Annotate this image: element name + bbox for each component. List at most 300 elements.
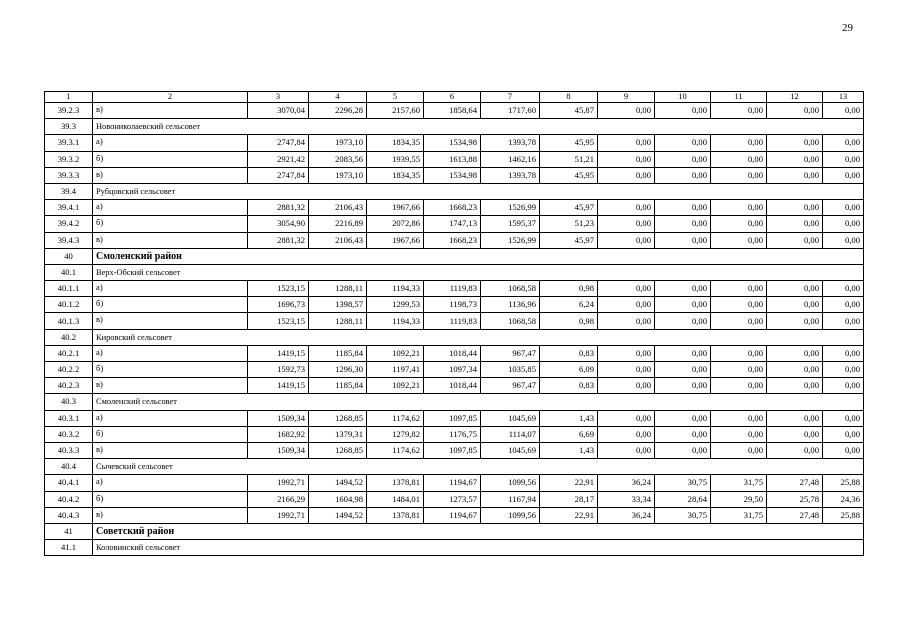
value-cell: 0,00 (711, 200, 767, 216)
row-number: 39.3.1 (45, 135, 93, 151)
value-cell: 1092,21 (367, 345, 424, 361)
value-cell: 967,47 (481, 345, 540, 361)
value-cell: 0,00 (711, 362, 767, 378)
table-row (45, 475, 864, 491)
value-cell: 1398,57 (309, 297, 367, 313)
value-cell: 0,00 (767, 167, 823, 183)
value-cell: 33,34 (598, 491, 655, 507)
value-cell: 27,48 (767, 475, 823, 491)
value-cell: 0,00 (655, 167, 711, 183)
row-number: 40.3.1 (45, 410, 93, 426)
value-cell: 0,00 (598, 378, 655, 394)
row-variant-label: б) (93, 297, 248, 313)
value-cell: 0,00 (598, 345, 655, 361)
value-cell: 30,75 (655, 507, 711, 523)
row-variant-label: в) (93, 167, 248, 183)
value-cell: 36,24 (598, 475, 655, 491)
council-title: Коловинский сельсовет (93, 540, 864, 556)
value-cell: 1462,16 (481, 151, 540, 167)
row-variant-label: в) (93, 378, 248, 394)
value-cell: 0,00 (823, 200, 864, 216)
value-cell: 0,00 (767, 151, 823, 167)
value-cell: 2106,43 (309, 232, 367, 248)
row-variant-label: а) (93, 281, 248, 297)
council-title: Смоленский сельсовет (93, 394, 864, 410)
council-title: Рубцовский сельсовет (93, 183, 864, 199)
value-cell: 0,00 (598, 410, 655, 426)
value-cell: 1523,15 (248, 281, 309, 297)
value-cell: 0,00 (655, 345, 711, 361)
row-number: 40.2.2 (45, 362, 93, 378)
value-cell: 1494,52 (309, 475, 367, 491)
row-variant-label: а) (93, 135, 248, 151)
value-cell: 1097,85 (424, 442, 481, 458)
value-cell: 0,00 (655, 151, 711, 167)
value-cell: 28,64 (655, 491, 711, 507)
table-row (45, 426, 864, 442)
value-cell: 1268,85 (309, 410, 367, 426)
value-cell: 0,00 (711, 281, 767, 297)
table-row (45, 410, 864, 426)
value-cell: 1494,52 (309, 507, 367, 523)
value-cell: 1393,78 (481, 167, 540, 183)
table-row (45, 297, 864, 313)
page-number: 29 (842, 22, 853, 34)
council-row (45, 329, 864, 345)
value-cell: 1682,92 (248, 426, 309, 442)
value-cell: 0,00 (767, 103, 823, 119)
value-cell: 1194,33 (367, 313, 424, 329)
value-cell: 1378,81 (367, 475, 424, 491)
column-header: 5 (367, 92, 424, 103)
row-number: 40.4 (45, 459, 93, 475)
value-cell: 45,87 (540, 103, 598, 119)
value-cell: 0,00 (655, 378, 711, 394)
council-title: Новониколаевский сельсовет (93, 119, 864, 135)
value-cell: 1018,44 (424, 378, 481, 394)
table-row (45, 200, 864, 216)
value-cell: 1613,88 (424, 151, 481, 167)
value-cell: 25,88 (823, 507, 864, 523)
value-cell: 1114,07 (481, 426, 540, 442)
value-cell: 1509,34 (248, 442, 309, 458)
value-cell: 1992,71 (248, 475, 309, 491)
value-cell: 1967,66 (367, 200, 424, 216)
row-variant-label: а) (93, 475, 248, 491)
value-cell: 1419,15 (248, 378, 309, 394)
value-cell: 0,98 (540, 313, 598, 329)
value-cell: 2296,28 (309, 103, 367, 119)
district-row (45, 523, 864, 539)
value-cell: 25,78 (767, 491, 823, 507)
value-cell: 0,00 (598, 281, 655, 297)
value-cell: 1045,69 (481, 410, 540, 426)
value-cell: 2083,56 (309, 151, 367, 167)
value-cell: 0,00 (823, 345, 864, 361)
value-cell: 0,00 (655, 135, 711, 151)
value-cell: 1939,55 (367, 151, 424, 167)
row-number: 40.1.1 (45, 281, 93, 297)
value-cell: 0,00 (767, 232, 823, 248)
value-cell: 0,00 (711, 167, 767, 183)
table-row (45, 507, 864, 523)
value-cell: 1288,11 (309, 313, 367, 329)
table-row (45, 491, 864, 507)
value-cell: 0,00 (598, 297, 655, 313)
value-cell: 1992,71 (248, 507, 309, 523)
value-cell: 0,00 (823, 151, 864, 167)
row-variant-label: в) (93, 103, 248, 119)
value-cell: 967,47 (481, 378, 540, 394)
value-cell: 0,00 (598, 167, 655, 183)
value-cell: 1194,67 (424, 507, 481, 523)
value-cell: 2881,32 (248, 232, 309, 248)
table-row (45, 151, 864, 167)
value-cell: 0,00 (711, 313, 767, 329)
value-cell: 1288,11 (309, 281, 367, 297)
column-header: 12 (767, 92, 823, 103)
value-cell: 6,09 (540, 362, 598, 378)
column-header: 9 (598, 92, 655, 103)
table-row (45, 103, 864, 119)
table-row (45, 345, 864, 361)
value-cell: 0,00 (711, 410, 767, 426)
value-cell: 1198,73 (424, 297, 481, 313)
row-variant-label: а) (93, 200, 248, 216)
value-cell: 22,91 (540, 507, 598, 523)
value-cell: 1194,33 (367, 281, 424, 297)
table-row (45, 135, 864, 151)
value-cell: 1967,66 (367, 232, 424, 248)
value-cell: 0,00 (767, 313, 823, 329)
council-row (45, 183, 864, 199)
value-cell: 0,00 (598, 200, 655, 216)
value-cell: 0,00 (823, 216, 864, 232)
value-cell: 0,00 (711, 135, 767, 151)
value-cell: 0,00 (711, 103, 767, 119)
value-cell: 2881,32 (248, 200, 309, 216)
value-cell: 1176,75 (424, 426, 481, 442)
value-cell: 0,00 (711, 378, 767, 394)
table-row (45, 281, 864, 297)
value-cell: 2072,86 (367, 216, 424, 232)
value-cell: 30,75 (655, 475, 711, 491)
table-row (45, 313, 864, 329)
value-cell: 0,00 (598, 216, 655, 232)
value-cell: 45,97 (540, 200, 598, 216)
value-cell: 29,50 (711, 491, 767, 507)
column-header: 4 (309, 92, 367, 103)
value-cell: 1268,85 (309, 442, 367, 458)
value-cell: 1097,85 (424, 410, 481, 426)
value-cell: 2166,29 (248, 491, 309, 507)
value-cell: 0,00 (767, 135, 823, 151)
row-number: 39.3.2 (45, 151, 93, 167)
value-cell: 0,00 (711, 426, 767, 442)
row-variant-label: б) (93, 216, 248, 232)
row-number: 39.2.3 (45, 103, 93, 119)
value-cell: 0,83 (540, 345, 598, 361)
value-cell: 1092,21 (367, 378, 424, 394)
value-cell: 0,00 (711, 216, 767, 232)
column-header: 6 (424, 92, 481, 103)
value-cell: 0,00 (711, 151, 767, 167)
row-variant-label: в) (93, 442, 248, 458)
value-cell: 0,00 (823, 313, 864, 329)
value-cell: 0,83 (540, 378, 598, 394)
row-variant-label: в) (93, 313, 248, 329)
value-cell: 0,00 (767, 345, 823, 361)
value-cell: 0,00 (598, 362, 655, 378)
value-cell: 1534,98 (424, 135, 481, 151)
row-variant-label: а) (93, 410, 248, 426)
value-cell: 0,00 (711, 297, 767, 313)
value-cell: 1045,69 (481, 442, 540, 458)
value-cell: 1167,94 (481, 491, 540, 507)
row-number: 39.4 (45, 183, 93, 199)
value-cell: 1136,96 (481, 297, 540, 313)
value-cell: 24,36 (823, 491, 864, 507)
value-cell: 36,24 (598, 507, 655, 523)
value-cell: 0,00 (823, 378, 864, 394)
table-row (45, 167, 864, 183)
value-cell: 28,17 (540, 491, 598, 507)
row-number: 39.3 (45, 119, 93, 135)
value-cell: 0,00 (823, 297, 864, 313)
value-cell: 0,00 (655, 426, 711, 442)
value-cell: 0,00 (655, 103, 711, 119)
value-cell: 0,00 (767, 216, 823, 232)
table-row (45, 378, 864, 394)
council-row (45, 540, 864, 556)
value-cell: 0,00 (655, 442, 711, 458)
row-number: 40.4.1 (45, 475, 93, 491)
value-cell: 1393,78 (481, 135, 540, 151)
table-body (45, 92, 864, 556)
row-number: 39.3.3 (45, 167, 93, 183)
value-cell: 0,00 (598, 313, 655, 329)
value-cell: 2106,43 (309, 200, 367, 216)
value-cell: 0,00 (767, 378, 823, 394)
value-cell: 1534,98 (424, 167, 481, 183)
value-cell: 0,00 (598, 135, 655, 151)
value-cell: 0,00 (767, 297, 823, 313)
value-cell: 1185,84 (309, 378, 367, 394)
value-cell: 1592,73 (248, 362, 309, 378)
value-cell: 0,00 (767, 410, 823, 426)
value-cell: 1068,58 (481, 313, 540, 329)
row-number: 40.2.1 (45, 345, 93, 361)
value-cell: 0,00 (823, 410, 864, 426)
value-cell: 1,43 (540, 410, 598, 426)
value-cell: 1097,34 (424, 362, 481, 378)
row-variant-label: б) (93, 362, 248, 378)
row-number: 41 (45, 523, 93, 539)
row-number: 40.4.3 (45, 507, 93, 523)
value-cell: 1419,15 (248, 345, 309, 361)
row-number: 40.3.3 (45, 442, 93, 458)
value-cell: 1523,15 (248, 313, 309, 329)
value-cell: 2747,84 (248, 135, 309, 151)
council-row (45, 459, 864, 475)
value-cell: 1378,81 (367, 507, 424, 523)
value-cell: 0,00 (823, 232, 864, 248)
value-cell: 1068,58 (481, 281, 540, 297)
value-cell: 51,21 (540, 151, 598, 167)
value-cell: 0,00 (655, 410, 711, 426)
value-cell: 0,00 (711, 442, 767, 458)
value-cell: 0,00 (823, 442, 864, 458)
row-variant-label: в) (93, 507, 248, 523)
column-header: 11 (711, 92, 767, 103)
value-cell: 45,95 (540, 167, 598, 183)
council-row (45, 119, 864, 135)
value-cell: 0,00 (598, 151, 655, 167)
value-cell: 2747,84 (248, 167, 309, 183)
value-cell: 1174,62 (367, 410, 424, 426)
value-cell: 1484,01 (367, 491, 424, 507)
value-cell: 1035,85 (481, 362, 540, 378)
table-row (45, 232, 864, 248)
column-header: 10 (655, 92, 711, 103)
council-title: Верх-Обский сельсовет (93, 264, 864, 280)
value-cell: 0,00 (655, 216, 711, 232)
value-cell: 0,00 (711, 232, 767, 248)
value-cell: 1604,98 (309, 491, 367, 507)
value-cell: 1595,37 (481, 216, 540, 232)
value-cell: 1668,23 (424, 200, 481, 216)
row-variant-label: а) (93, 345, 248, 361)
value-cell: 1696,73 (248, 297, 309, 313)
value-cell: 0,00 (598, 103, 655, 119)
value-cell: 31,75 (711, 507, 767, 523)
value-cell: 0,00 (823, 103, 864, 119)
value-cell: 3054,90 (248, 216, 309, 232)
value-cell: 0,00 (767, 281, 823, 297)
value-cell: 1973,10 (309, 167, 367, 183)
value-cell: 6,69 (540, 426, 598, 442)
value-cell: 1185,84 (309, 345, 367, 361)
column-header: 7 (481, 92, 540, 103)
value-cell: 1526,99 (481, 232, 540, 248)
column-header: 13 (823, 92, 864, 103)
value-cell: 1668,23 (424, 232, 481, 248)
value-cell: 1973,10 (309, 135, 367, 151)
district-row (45, 248, 864, 264)
row-variant-label: в) (93, 232, 248, 248)
value-cell: 0,00 (767, 200, 823, 216)
row-number: 40.1.3 (45, 313, 93, 329)
value-cell: 0,00 (823, 426, 864, 442)
table-row (45, 442, 864, 458)
row-number: 39.4.3 (45, 232, 93, 248)
council-row (45, 264, 864, 280)
value-cell: 0,00 (767, 442, 823, 458)
value-cell: 0,00 (767, 426, 823, 442)
value-cell: 0,00 (655, 362, 711, 378)
value-cell: 1299,53 (367, 297, 424, 313)
value-cell: 1296,30 (309, 362, 367, 378)
row-variant-label: б) (93, 151, 248, 167)
value-cell: 0,00 (655, 297, 711, 313)
value-cell: 22,91 (540, 475, 598, 491)
table-header-row (45, 92, 864, 103)
row-number: 41.1 (45, 540, 93, 556)
row-number: 40.2.3 (45, 378, 93, 394)
value-cell: 1099,56 (481, 507, 540, 523)
row-number: 40.2 (45, 329, 93, 345)
column-header: 1 (45, 92, 93, 103)
tariff-table (44, 91, 864, 556)
value-cell: 0,00 (655, 281, 711, 297)
value-cell: 1834,35 (367, 135, 424, 151)
table-row (45, 216, 864, 232)
value-cell: 0,00 (598, 426, 655, 442)
value-cell: 3070,04 (248, 103, 309, 119)
value-cell: 6,24 (540, 297, 598, 313)
value-cell: 1379,31 (309, 426, 367, 442)
value-cell: 1099,56 (481, 475, 540, 491)
value-cell: 51,23 (540, 216, 598, 232)
row-variant-label: б) (93, 426, 248, 442)
value-cell: 1834,35 (367, 167, 424, 183)
column-header: 3 (248, 92, 309, 103)
value-cell: 0,00 (823, 281, 864, 297)
value-cell: 27,48 (767, 507, 823, 523)
row-number: 39.4.1 (45, 200, 93, 216)
district-title: Смоленский район (93, 248, 864, 264)
row-number: 40.3.2 (45, 426, 93, 442)
value-cell: 0,00 (711, 345, 767, 361)
value-cell: 1197,41 (367, 362, 424, 378)
value-cell: 1194,67 (424, 475, 481, 491)
value-cell: 0,00 (598, 232, 655, 248)
value-cell: 1018,44 (424, 345, 481, 361)
value-cell: 0,00 (655, 313, 711, 329)
row-variant-label: б) (93, 491, 248, 507)
value-cell: 2216,89 (309, 216, 367, 232)
value-cell: 1279,82 (367, 426, 424, 442)
column-header: 2 (93, 92, 248, 103)
value-cell: 0,00 (655, 232, 711, 248)
value-cell: 45,97 (540, 232, 598, 248)
value-cell: 25,88 (823, 475, 864, 491)
row-number: 40 (45, 248, 93, 264)
column-header: 8 (540, 92, 598, 103)
value-cell: 0,98 (540, 281, 598, 297)
value-cell: 1526,99 (481, 200, 540, 216)
council-title: Кировский сельсовет (93, 329, 864, 345)
value-cell: 1717,60 (481, 103, 540, 119)
value-cell: 1174,62 (367, 442, 424, 458)
value-cell: 1747,13 (424, 216, 481, 232)
value-cell: 0,00 (823, 135, 864, 151)
row-number: 40.1 (45, 264, 93, 280)
value-cell: 0,00 (598, 442, 655, 458)
value-cell: 2921,42 (248, 151, 309, 167)
district-title: Советский район (93, 523, 864, 539)
value-cell: 2157,60 (367, 103, 424, 119)
row-number: 40.3 (45, 394, 93, 410)
value-cell: 1119,83 (424, 313, 481, 329)
value-cell: 45,95 (540, 135, 598, 151)
value-cell: 0,00 (823, 167, 864, 183)
council-row (45, 394, 864, 410)
council-title: Сычевский сельсовет (93, 459, 864, 475)
row-number: 40.4.2 (45, 491, 93, 507)
value-cell: 1119,83 (424, 281, 481, 297)
row-number: 39.4.2 (45, 216, 93, 232)
